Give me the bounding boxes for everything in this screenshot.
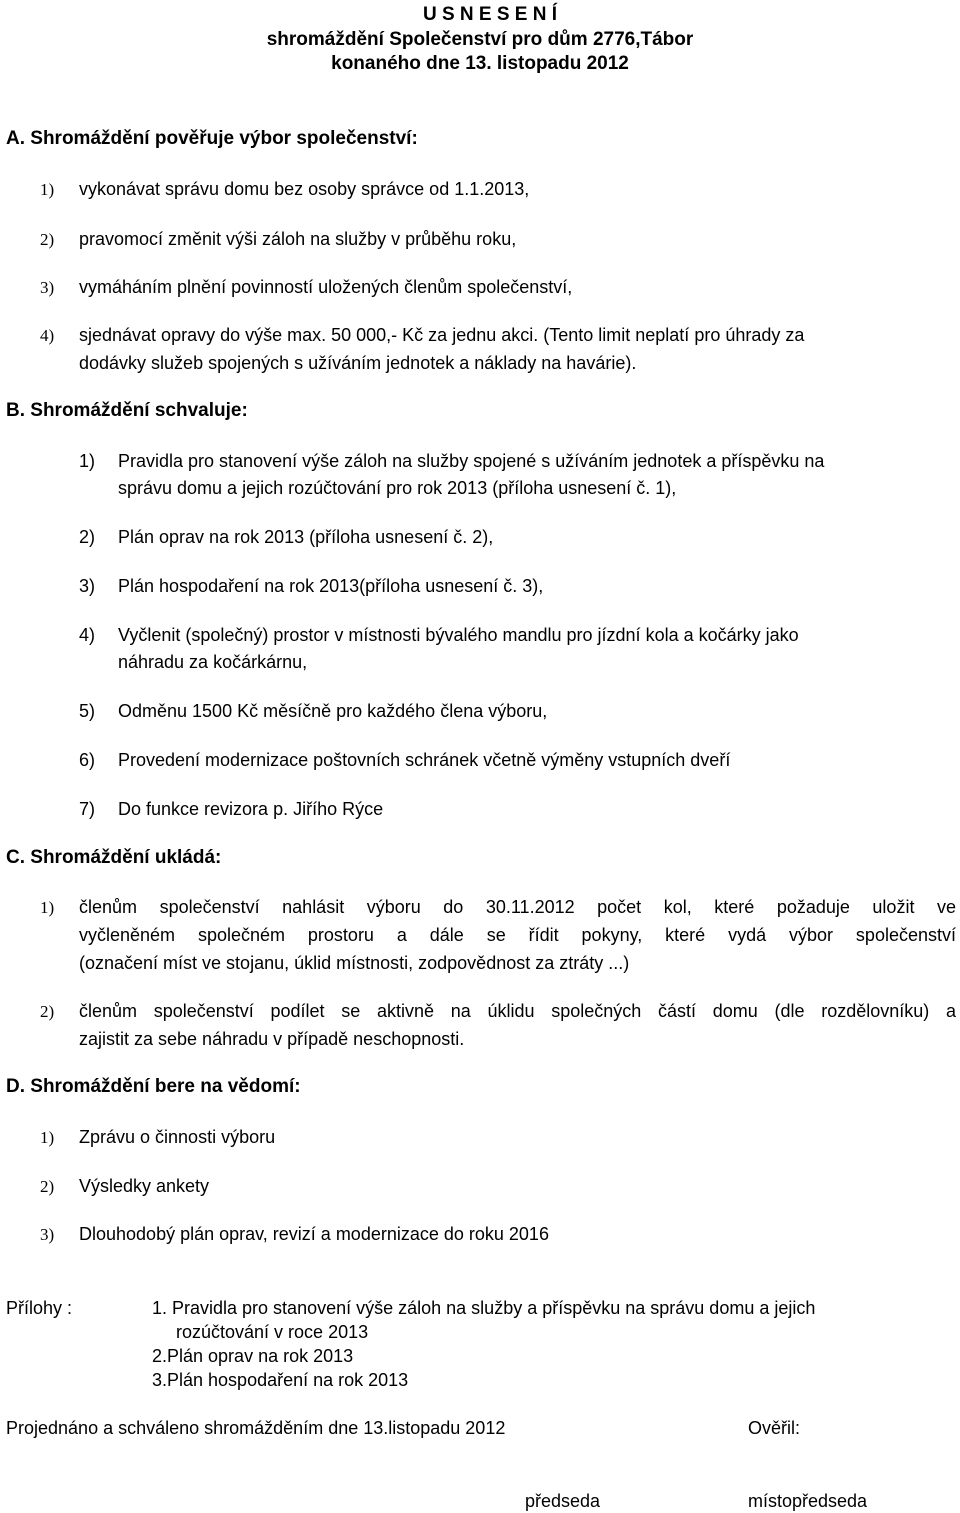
item-number: 3): [79, 576, 96, 596]
item-text: dodávky služeb spojených s užíváním jednotek a náklady na havárie).: [79, 353, 637, 373]
item-number: 1): [40, 1128, 55, 1147]
item-number: 2): [40, 1177, 55, 1196]
item-number: 1): [40, 898, 55, 917]
item-text: sjednávat opravy do výše max. 50 000,- Kč za jednu akci. (Tento limit neplatí pro úhrady za: [79, 325, 805, 345]
document-subtitle: shromáždění Společenství pro dům 2776,Tábor: [266, 29, 694, 50]
item-text: Dlouhodobý plán oprav, revizí a modernizace do roku 2016: [79, 1224, 549, 1244]
item-number: 1): [79, 451, 96, 471]
item-text: Výsledky ankety: [79, 1176, 210, 1196]
item-text: vymáháním plnění povinností uložených členům společenství,: [79, 277, 573, 297]
item-text: Provedení modernizace poštovních schránek včetně výměny vstupních dveří: [118, 750, 731, 770]
item-number: 6): [79, 750, 96, 770]
item-text: Plán oprav na rok 2013 (příloha usnesení č. 2),: [118, 527, 494, 547]
item-number: 4): [40, 326, 55, 345]
item-text: Odměnu 1500 Kč měsíčně pro každého člena výboru,: [118, 701, 548, 721]
item-text: správu domu a jejich rozúčtování pro rok 2013 (příloha usnesení č. 1),: [118, 478, 677, 498]
item-text: Vyčlenit (společný) prostor v místnosti bývalého mandlu pro jízdní kola a kočárky jako: [118, 625, 799, 645]
attachment-line: rozúčtování v roce 2013: [176, 1322, 369, 1342]
item-number: 3): [40, 278, 55, 297]
attachment-line: 1. Pravidla pro stanovení výše záloh na služby a příspěvku na správu domu a jejich: [152, 1298, 816, 1318]
item-text: vyčleněném společném prostoru a dále se řídit pokyny, které vydá výbor společenství: [79, 925, 956, 945]
item-text: Pravidla pro stanovení výše záloh na služby spojené s užíváním jednotek a příspěvku na: [118, 451, 825, 471]
item-text: (označení míst ve stojanu, úklid místnosti, zodpovědnost za ztráty ...): [79, 953, 630, 973]
item-text: Zprávu o činnosti výboru: [79, 1127, 276, 1147]
item-text: členům společenství podílet se aktivně na úklidu společných částí domu (dle rozdělovníku) a: [79, 1001, 956, 1021]
item-text: Plán hospodaření na rok 2013(příloha usnesení č. 3),: [118, 576, 544, 596]
item-number: 5): [79, 701, 96, 721]
section-a-heading: A. Shromáždění pověřuje výbor společenství:: [6, 128, 418, 149]
item-number: 2): [40, 230, 55, 249]
attachment-line: 2.Plán oprav na rok 2013: [152, 1346, 354, 1366]
verified-label: Ověřil:: [748, 1418, 801, 1438]
section-b-heading: B. Shromáždění schvaluje:: [6, 400, 248, 421]
attachments-label: Přílohy :: [6, 1298, 73, 1318]
item-text: náhradu za kočárkárnu,: [118, 652, 308, 672]
signature-vice-chair: místopředseda: [748, 1491, 868, 1511]
signature-chair: předseda: [525, 1491, 601, 1511]
item-number: 7): [79, 799, 96, 819]
attachment-line: 3.Plán hospodaření na rok 2013: [152, 1370, 409, 1390]
item-number: 2): [79, 527, 96, 547]
approval-statement: Projednáno a schváleno shromážděním dne 13.listopadu 2012: [6, 1418, 506, 1438]
meeting-date: konaného dne 13. listopadu 2012: [331, 53, 629, 74]
section-c-heading: C. Shromáždění ukládá:: [6, 847, 222, 868]
item-text: vykonávat správu domu bez osoby správce od 1.1.2013,: [79, 179, 530, 199]
item-number: 3): [40, 1225, 55, 1244]
item-number: 2): [40, 1002, 55, 1021]
item-text: Do funkce revizora p. Jiřího Rýce: [118, 799, 384, 819]
document-title: U S N E S E N Í: [422, 4, 558, 25]
item-number: 1): [40, 180, 55, 199]
item-text: zajistit za sebe náhradu v případě neschopnosti.: [79, 1029, 465, 1049]
item-text: pravomocí změnit výši záloh na služby v průběhu roku,: [79, 229, 517, 249]
section-d-heading: D. Shromáždění bere na vědomí:: [6, 1076, 301, 1097]
item-text: členům společenství nahlásit výboru do 30.11.2012 počet kol, které požaduje uložit ve: [79, 897, 956, 917]
item-number: 4): [79, 625, 96, 645]
